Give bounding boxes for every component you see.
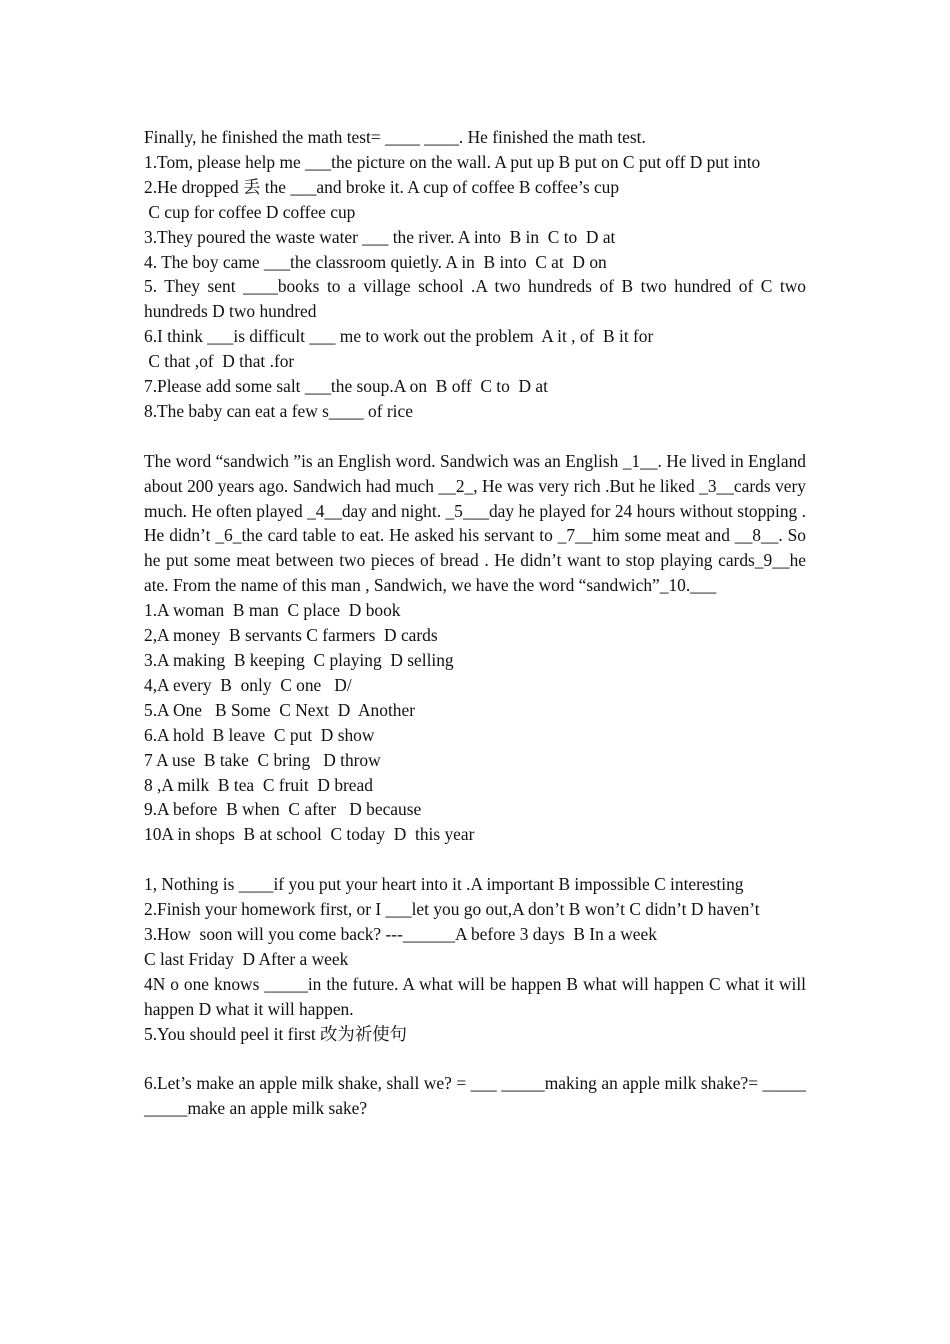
question-7: 7.Please add some salt ___the soup.A on B off C to D at [144,376,548,397]
question-2: 2.He dropped 丢 the ___and broke it. A cup of coffee B coffee’s cup [144,176,620,197]
intro-line: Finally, he finished the math test= ____ ____. He finished the math test. [144,127,646,147]
exercise-question-2: 2.Finish your homework first, or I ___let you go out,A don’t B won’t C didn’t D haven’t [144,899,760,920]
section-spacer [144,1047,806,1072]
question-4: 4. The boy came ___the classroom quietly. A in B into C at D on [144,251,607,272]
document-page [144,125,806,1121]
question-1: 1.Tom, please help me ___the picture on the wall. A put up B put on C put off D put into [144,151,761,172]
exercise-question-3: 3.How soon will you come back? ---______A before 3 days B In a week [144,923,657,944]
exercise-question-5: 5.You should peel it first 改为祈使句 [144,1023,407,1044]
cloze-option-5: 5.A One B Some C Next D Another [144,699,415,720]
cloze-passage: The word “sandwich ”is an English word. Sandwich was an English _1__. He lived in England about 200 years ago. Sandwich had much __2_, He was very rich .But he liked _3__cards very much. He often played _4__day and night. _5___day he played for 24 hours without stopping . He didn’t _6_the card table to eat. He asked his servant to _7__him some meat and __8__. So he put some meat between two pieces of bread . He didn’t want to stop playing cards_9__he ate. From the name of this man , Sandwich, we have the word “sandwich”_10.___ [144,450,806,596]
exercise-question-1: 1, Nothing is ____if you put your heart into it .A important B impossible C interesting [144,874,744,895]
question-6: 6.I think ___is difficult ___ me to work out the problem A it , of B it for [144,326,654,347]
cloze-option-4: 4,A every B only C one D/ [144,674,352,695]
cloze-option-6: 6.A hold B leave C put D show [144,724,375,745]
question-2-options: C cup for coffee D coffee cup [144,201,356,222]
exercise-question-3-options: C last Friday D After a week [144,948,349,969]
section-spacer [144,424,806,449]
cloze-option-3: 3.A making B keeping C playing D selling [144,650,454,671]
cloze-option-10: 10A in shops B at school C today D this year [144,824,475,845]
exercise-question-4: 4N o one knows _____in the future. A what will be happen B what will happen C what it will happen D what it will happen. [144,973,806,1019]
question-5: 5. They sent ____books to a village school .A two hundreds of B two hundred of C two hundreds D two hundred [144,276,806,322]
question-3: 3.They poured the waste water ___ the river. A into B in C to D at [144,226,616,247]
exercise-question-6: 6.Let’s make an apple milk shake, shall we? = ___ _____making an apple milk shake?= _____ _____make an apple milk sake? [144,1073,806,1119]
question-8: 8.The baby can eat a few s____ of rice [144,400,413,421]
cloze-option-9: 9.A before B when C after D because [144,799,422,820]
cloze-option-2: 2,A money B servants C farmers D cards [144,625,438,646]
cloze-option-1: 1.A woman B man C place D book [144,600,401,621]
section-spacer [144,847,806,872]
cloze-option-8: 8 ,A milk B tea C fruit D bread [144,774,373,795]
cloze-option-7: 7 A use B take C bring D throw [144,749,381,770]
question-6-options: C that ,of D that .for [144,351,295,372]
